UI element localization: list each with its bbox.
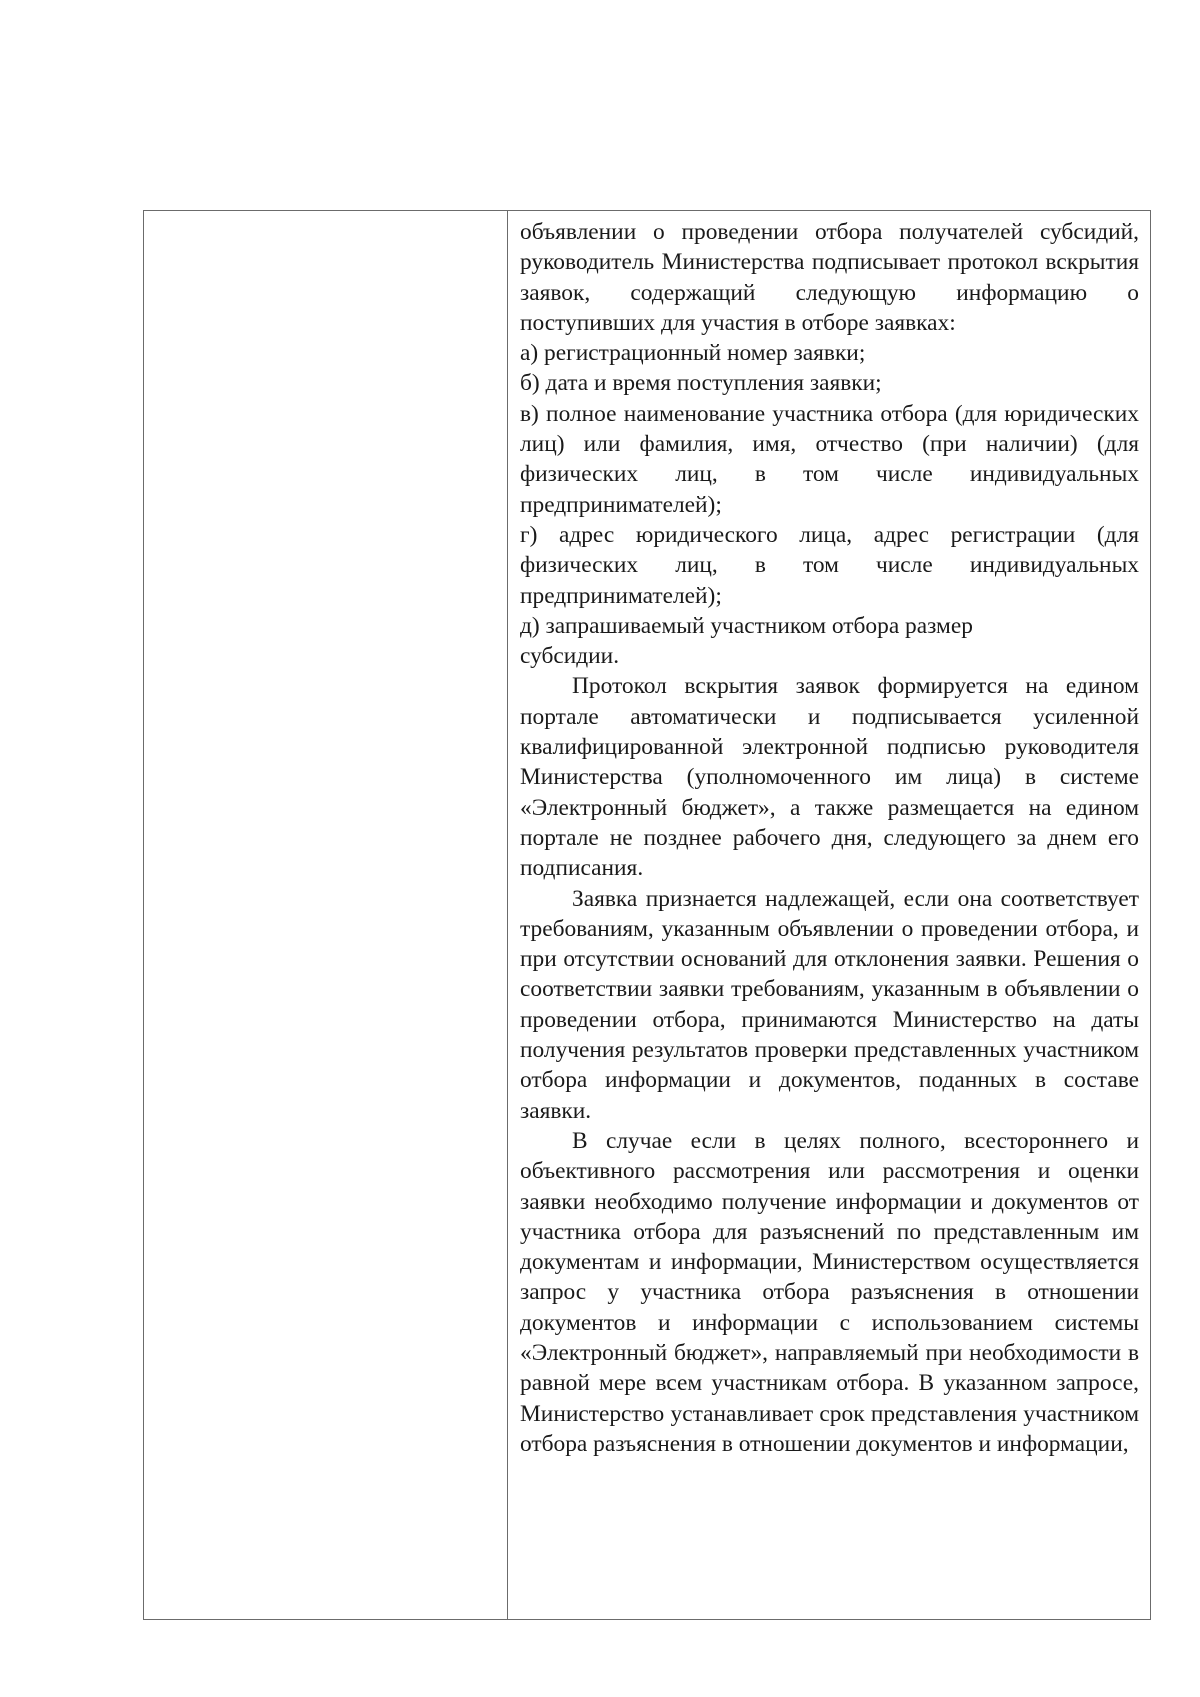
document-table bbox=[143, 210, 1151, 1620]
list-item-g: г) адрес юридического лица, адрес регистрации (для физических лиц, в том числе индивидуальных предпринимателей); bbox=[520, 521, 1139, 609]
paragraph-protocol-intro: объявлении о проведении отбора получателей субсидий, руководитель Министерства подписывает протокол вскрытия заявок, содержащий следующую информацию о поступивших для участия в отборе заявках: bbox=[520, 219, 1139, 336]
paragraph-application-valid: Заявка признается надлежащей, если она соответствует требованиям, указанным объявлении о проведении отбора, и при отсутствии оснований для отклонения заявки. Решения о соответствии заявки требованиям, указанным в объявлении о проведении отбора, принимаются Министерство на даты получения результатов проверки представленных участником отбора информации и документов, поданных в составе заявки. bbox=[520, 885, 1139, 1124]
list-item-a: а) регистрационный номер заявки; bbox=[520, 340, 866, 367]
list-item-d-continuation: субсидии. bbox=[520, 643, 620, 670]
list-item-d: д) запрашиваемый участником отбора размер bbox=[520, 612, 973, 639]
list-item-v: в) полное наименование участника отбора (для юридических лиц) или фамилия, имя, отчество (при наличии) (для физических лиц, в том числе индивидуальных предпринимателей); bbox=[520, 400, 1139, 518]
right-cell-text bbox=[520, 217, 1139, 1459]
list-item-b: б) дата и время поступления заявки; bbox=[520, 370, 882, 397]
paragraph-protocol-portal: Протокол вскрытия заявок формируется на едином портале автоматически и подписывается усиленной квалифицированной электронной подписью руководителя Министерства (уполномоченного им лица) в системе «Электронный бюджет», а также размещается на едином портале не позднее рабочего дня, следующего за днем его подписания. bbox=[520, 673, 1139, 882]
paragraph-clarification-request: В случае если в целях полного, всестороннего и объективного рассмотрения или рассмотрения и оценки заявки необходимо получение информации и документов от участника отбора для разъяснений по представленным им документам и информации, Министерством осуществляется запрос у участника отбора разъяснения в отношении документов и информации с использованием системы «Электронный бюджет», направляемый при необходимости в равной мере всем участникам отбора. В указанном запросе, Министерство устанавливает срок представления участником отбора разъяснения в отношении документов и информации, bbox=[520, 1127, 1139, 1457]
left-cell-empty bbox=[144, 211, 508, 1619]
